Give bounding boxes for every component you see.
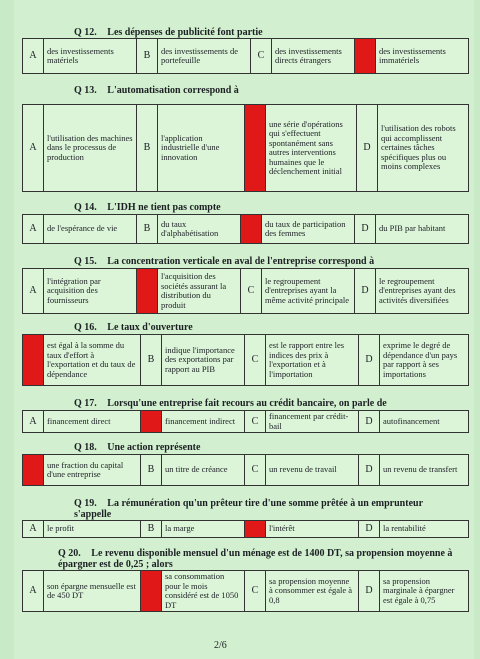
- option-text[interactable]: des investissements de portefeuille: [158, 39, 251, 74]
- option-text[interactable]: l'intérêt: [266, 521, 359, 538]
- question-18-options: [22, 454, 469, 486]
- option-letter[interactable]: D: [359, 335, 380, 386]
- option-letter[interactable]: B: [137, 105, 158, 192]
- option-text[interactable]: sa consommation pour le mois considéré est de 1050 DT: [162, 571, 245, 612]
- selected-answer-marker[interactable]: [137, 269, 158, 314]
- option-letter[interactable]: B: [141, 335, 162, 386]
- option-text[interactable]: la rentabilité: [380, 521, 469, 538]
- option-text[interactable]: le profit: [44, 521, 141, 538]
- option-text[interactable]: le regroupement d'entreprises ayant des activités diversifiées: [376, 269, 469, 314]
- question-16-options: [22, 334, 469, 386]
- option-letter[interactable]: A: [23, 571, 44, 612]
- option-letter[interactable]: C: [245, 455, 266, 486]
- question-20-heading: Q 20. Le revenu disponible mensuel d'un ménage est de 1400 DT, sa propension moyenne à épargner est de 0,25 ; alors: [58, 548, 453, 570]
- option-text[interactable]: l'acquisition des sociétés assurant la distribution du produit: [158, 269, 241, 314]
- question-19-heading: Q 19. La rémunération qu'un prêteur tire d'une somme prêtée à un emprunteur s'appelle: [74, 498, 423, 520]
- option-text[interactable]: son épargne mensuelle est de 450 DT: [44, 571, 141, 612]
- question-number: Q 12.: [74, 27, 97, 38]
- option-letter[interactable]: A: [23, 105, 44, 192]
- question-17-options: [22, 410, 469, 433]
- option-text[interactable]: du PIB par habitant: [376, 215, 469, 244]
- option-text[interactable]: est le rapport entre les indices des prix à l'exportation et à l'importation: [266, 335, 359, 386]
- option-letter[interactable]: D: [359, 571, 380, 612]
- selected-answer-marker[interactable]: [245, 105, 266, 192]
- option-letter[interactable]: B: [137, 39, 158, 74]
- question-18-heading: Q 18. Une action représente: [74, 442, 201, 453]
- question-title: Les dépenses de publicité font partie: [107, 27, 263, 38]
- selected-answer-marker[interactable]: [23, 455, 44, 486]
- option-text[interactable]: du taux d'alphabétisation: [158, 215, 241, 244]
- option-text[interactable]: un revenu de travail: [266, 455, 359, 486]
- option-text[interactable]: exprime le degré de dépendance d'un pays par rapport à ses importations: [380, 335, 469, 386]
- option-letter[interactable]: A: [23, 215, 44, 244]
- option-letter[interactable]: A: [23, 39, 44, 74]
- option-text[interactable]: financement par crédit-bail: [266, 411, 359, 433]
- option-text[interactable]: le regroupement d'entreprises ayant la même activité principale: [262, 269, 355, 314]
- option-letter[interactable]: D: [355, 269, 376, 314]
- option-letter[interactable]: C: [245, 411, 266, 433]
- option-text[interactable]: un revenu de transfert: [380, 455, 469, 486]
- selected-answer-marker[interactable]: [245, 521, 266, 538]
- option-text[interactable]: un titre de créance: [162, 455, 245, 486]
- option-text[interactable]: sa propension marginale à épargner est égale à 0,75: [380, 571, 469, 612]
- page-number: 2/6: [214, 640, 227, 651]
- selected-answer-marker[interactable]: [141, 571, 162, 612]
- option-text[interactable]: des investissements directs étrangers: [272, 39, 355, 74]
- option-letter[interactable]: B: [137, 215, 158, 244]
- option-text[interactable]: autofinancement: [380, 411, 469, 433]
- option-text[interactable]: de l'espérance de vie: [44, 215, 137, 244]
- option-letter[interactable]: D: [359, 455, 380, 486]
- option-letter[interactable]: C: [251, 39, 272, 74]
- selected-answer-marker[interactable]: [141, 411, 162, 433]
- question-13-heading: Q 13. L'automatisation correspond à: [74, 85, 239, 96]
- option-text[interactable]: l'utilisation des robots qui accomplissent certaines tâches spécifiques plus ou moins complexes: [378, 105, 469, 192]
- question-17-heading: Q 17. Lorsqu'une entreprise fait recours au crédit bancaire, on parle de: [74, 398, 387, 409]
- option-letter[interactable]: C: [245, 571, 266, 612]
- option-letter[interactable]: C: [245, 335, 266, 386]
- option-letter[interactable]: D: [359, 411, 380, 433]
- option-text[interactable]: financement indirect: [162, 411, 245, 433]
- question-14-options: [22, 214, 469, 244]
- option-text[interactable]: indique l'importance des exportations par rapport au PIB: [162, 335, 245, 386]
- option-text[interactable]: des investissements matériels: [44, 39, 137, 74]
- option-text[interactable]: des investissements immatériels: [376, 39, 469, 74]
- question-20-options: [22, 570, 469, 612]
- question-14-heading: Q 14. L'IDH ne tient pas compte: [74, 202, 221, 213]
- option-text[interactable]: l'utilisation des machines dans le processus de production: [44, 105, 137, 192]
- option-letter[interactable]: B: [141, 455, 162, 486]
- question-16-heading: Q 16. Le taux d'ouverture: [74, 322, 193, 333]
- option-letter[interactable]: C: [241, 269, 262, 314]
- option-text[interactable]: une fraction du capital d'une entreprise: [44, 455, 141, 486]
- selected-answer-marker[interactable]: [241, 215, 262, 244]
- option-text[interactable]: l'intégration par acquisition des fournisseurs: [44, 269, 137, 314]
- question-12-options: [22, 38, 469, 74]
- option-letter[interactable]: D: [359, 521, 380, 538]
- option-letter[interactable]: A: [23, 521, 44, 538]
- selected-answer-marker[interactable]: [355, 39, 376, 74]
- question-13-options: [22, 104, 469, 192]
- option-text[interactable]: la marge: [162, 521, 245, 538]
- option-letter[interactable]: A: [23, 411, 44, 433]
- option-text[interactable]: l'application industrielle d'une innovation: [158, 105, 245, 192]
- question-12-heading: [14, 27, 480, 38]
- selected-answer-marker[interactable]: [23, 335, 44, 386]
- option-text[interactable]: financement direct: [44, 411, 141, 433]
- option-text[interactable]: du taux de participation des femmes: [262, 215, 355, 244]
- option-text[interactable]: est égal à la somme du taux d'effort à l'exportation et du taux de dépendance: [44, 335, 141, 386]
- option-text[interactable]: une série d'opérations qui s'effectuent spontanément sans autres interventions humaines que le déclenchement initial: [266, 105, 357, 192]
- option-letter[interactable]: D: [355, 215, 376, 244]
- option-letter[interactable]: D: [357, 105, 378, 192]
- option-letter[interactable]: B: [141, 521, 162, 538]
- question-19-options: [22, 520, 469, 538]
- exam-sheet: [14, 0, 474, 659]
- option-text[interactable]: sa propension moyenne à consommer est égale à 0,8: [266, 571, 359, 612]
- question-15-options: [22, 268, 469, 314]
- option-letter[interactable]: A: [23, 269, 44, 314]
- question-15-heading: Q 15. La concentration verticale en aval de l'entreprise correspond à: [74, 256, 375, 267]
